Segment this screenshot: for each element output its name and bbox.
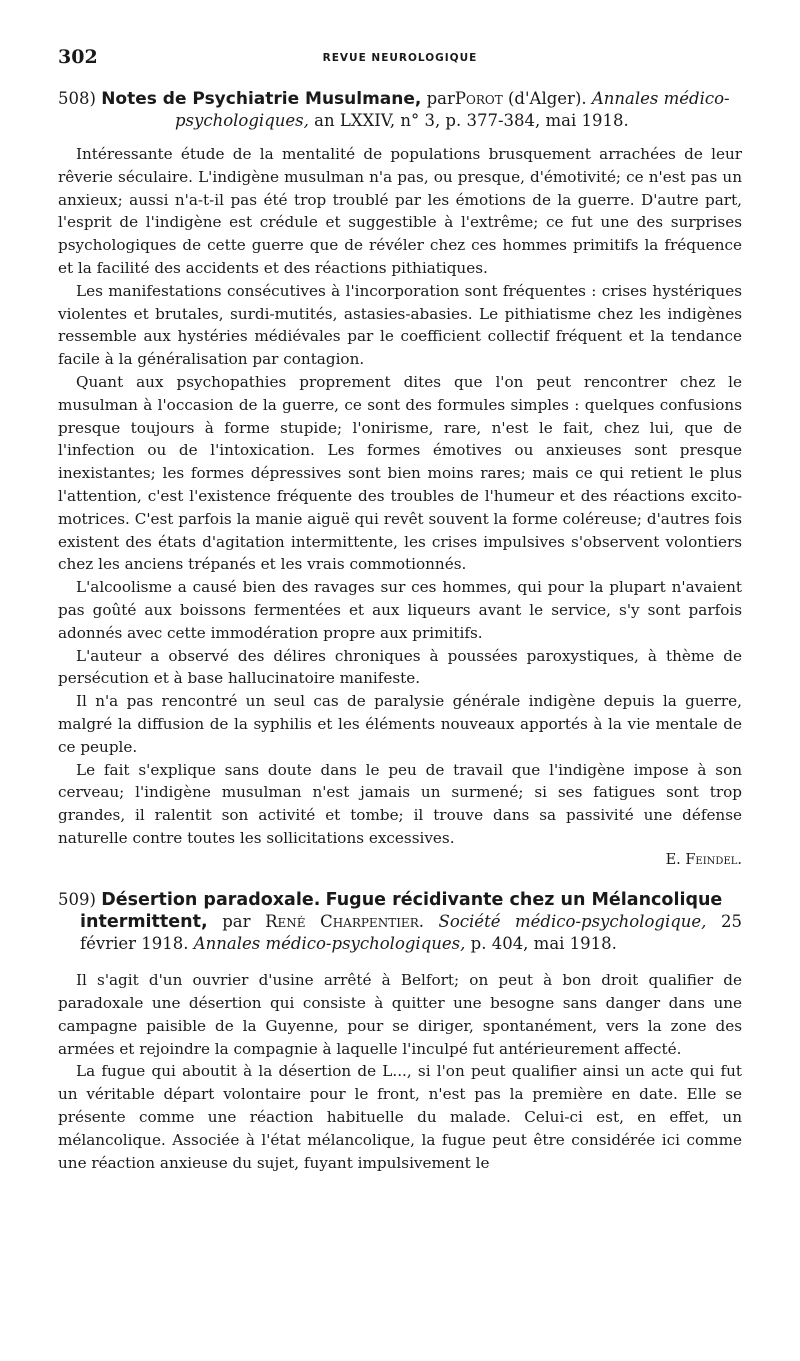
entry-title-b: Fugue récidivante chez un Mélancolique — [325, 890, 723, 911]
paragraph: L'auteur a observé des délires chroniques à poussées paroxystiques, à thème de persécution et à base hallucinatoire manifeste. — [58, 646, 742, 688]
entry-citation: p. 404, mai 1918. — [470, 934, 617, 954]
paragraph: Il s'agit d'un ouvrier d'usine arrêté à Belfort; on peut à bon droit qualifier de paradoxale une désertion qui consiste à quitter une besogne sans danger dans une campagne paisible de la Guyenne, pour se diriger, spontanément, vers la zone des armées et rejoindre la compagnie à laquelle l'inculpé fut antérieurement affecté. — [58, 971, 742, 1058]
entry-author: René Charpentier. — [265, 912, 424, 932]
entry-title: Notes de Psychiatrie Musulmane, — [101, 89, 422, 109]
entry-508-heading — [58, 88, 742, 132]
entry-affiliation: (d'Alger). — [508, 89, 587, 108]
entry-509-text — [58, 969, 742, 1174]
entry-title-c: intermittent, — [80, 912, 208, 933]
entry-number: 508) — [58, 89, 96, 108]
entry-date: 25 février 1918. — [80, 912, 742, 954]
running-title: REVUE NEUROLOGIQUE — [322, 52, 478, 64]
paragraph: Intéressante étude de la mentalité de populations brusquement arrachées de leur rêverie séculaire. L'indigène musulman n'a pas, ou presque, d'émotivité; ce n'est pas un anxieux; aussi n'a-t-il pas été trop troublé par les émotions de la guerre. D'autre part, l'esprit de l'indigène est crédule et suggestible à l'extrême; ce fut une des surprises psychologiques de cette guerre que de révéler chez ces hommes primitifs la fréquence et la facilité des accidents et des réactions pithiatiques. — [58, 145, 742, 277]
article-body — [58, 88, 742, 1174]
paragraph: Quant aux psychopathies proprement dites que l'on peut rencontrer chez le musulman à l'occasion de la guerre, ce sont des formules simples : quelques confusions presque toujours à forme stupide; l'onirisme, rare, n'est le fait, chez lui, que de l'infection ou de l'intoxication. Les formes émotives ou anxieuses sont presque inexistantes; les formes dépressives sont bien moins rares; mais ce qui retient le plus l'attention, c'est l'existence fréquente des troubles de l'humeur et des réactions excito-motrices. C'est parfois la manie aiguë qui revêt souvent la forme coléreuse; d'autres fois existent des états d'agitation intermittente, les crises impulsives s'observent volontiers chez les anciens trépanés et les vrais commotionnés. — [58, 372, 742, 574]
entry-508-text — [58, 143, 742, 871]
paragraph: Les manifestations consécutives à l'incorporation sont fréquentes : crises hystériques violentes et brutales, surdi-mutités, astasies-abasies. Le pithiatisme chez les indigènes ressemble aux hystéries médiévales par le coefficient collectif fréquent et la tendance facile à la généralisation par contagion. — [58, 281, 742, 369]
page-number: 302 — [58, 46, 98, 68]
signature: E. Feindel. — [665, 851, 742, 868]
page-header — [58, 46, 742, 72]
paragraph: Il n'a pas rencontré un seul cas de paralysie générale indigène depuis la guerre, malgré la diffusion de la syphilis et les éléments nouveaux apportés à la vie mentale de ce peuple. — [58, 692, 742, 756]
entry-number: 509) — [58, 890, 96, 910]
paragraph: La fugue qui aboutit à la désertion de L..., si l'on peut qualifier ainsi un acte qui fut un véritable départ volontaire pour le front, n'est pas la première en date. Elle se présente comme une réaction habituelle du malade. Celui-ci est, en effet, un mélancolique. Associée à l'état mélancolique, la fugue peut être considérée ici comme une réaction anxieuse du sujet, fuyant impulsivement le — [58, 1062, 742, 1172]
entry-citation: an LXXIV, n° 3, p. 377-384, mai 1918. — [314, 111, 629, 130]
entry-journal-a: Annales médico- — [591, 89, 730, 108]
entry-by: par — [222, 912, 251, 932]
paragraph: Le fait s'explique sans doute dans le peu de travail que l'indigène impose à son cerveau; l'indigène musulman n'est jamais un surmené; si ses fatigues sont trop grandes, il ralentit son activité et tombe; il trouve dans sa passivité une défense naturelle contre toutes les sollicitations excessives. — [58, 760, 742, 847]
paragraph: L'alcoolisme a causé bien des ravages sur ces hommes, qui pour la plupart n'avaient pas goûté aux boissons fermentées et aux liqueurs avant le service, s'y sont parfois adonnés avec cette immodération propre aux primitifs. — [58, 578, 742, 642]
entry-title-a: Désertion paradoxale. — [101, 890, 321, 911]
entry-society: Société médico-psychologique, — [438, 912, 707, 932]
entry-by: par — [426, 89, 455, 108]
entry-509-heading — [58, 889, 742, 955]
entry-journal-b: psychologiques, — [175, 111, 309, 130]
entry-journal: Annales médico-psychologiques, — [193, 934, 466, 954]
entry-author: Porot — [454, 89, 503, 108]
